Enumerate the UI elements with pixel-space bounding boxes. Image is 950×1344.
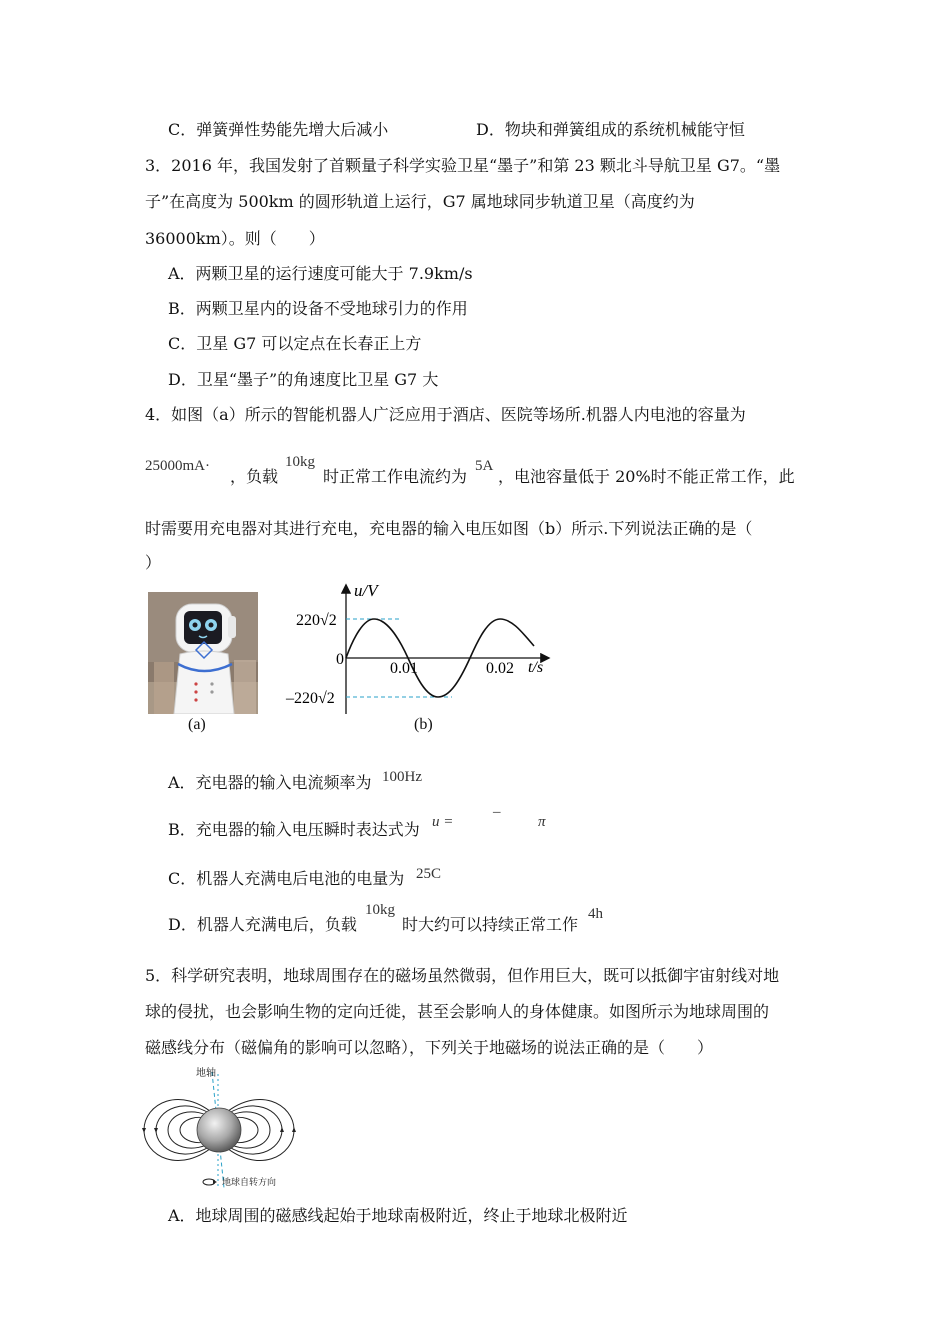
origin-label: 0 <box>336 651 344 668</box>
x-axis-label: t/s <box>528 659 544 676</box>
y-max-label: 220√2 <box>296 612 337 629</box>
q4-stem-line1: 4．如图（a）所示的智能机器人广泛应用于酒店、医院等场所.机器人内电池的容量为 <box>145 405 746 424</box>
q4-option-b-fraction-bar: – <box>493 804 501 820</box>
q4-option-d-value: 4h <box>588 906 603 922</box>
q4-stem-line2-rest: ，电池容量低于 20%时不能正常工作，此 <box>498 467 795 486</box>
q3-option-a: A．两颗卫星的运行速度可能大于 7.9km/s <box>168 264 473 283</box>
q4-load-prefix: ，负载 <box>230 467 279 486</box>
q4-stem-line4: ） <box>145 553 162 572</box>
x-tick-0-02: 0.02 <box>486 660 514 677</box>
q4-option-b-u: u = <box>432 814 454 830</box>
q4-option-a: A．充电器的输入电流频率为 <box>168 773 372 792</box>
figure-b-label: (b) <box>414 716 433 733</box>
q4-option-b-pi: π <box>538 814 546 830</box>
q4-option-c-value: 25C <box>416 866 442 882</box>
q4-mass: 10kg <box>285 454 315 470</box>
q4-option-d-middle: 时大约可以持续正常工作 <box>402 915 579 934</box>
q4-capacity: 25000mA· <box>145 458 210 474</box>
q2-option-c: C．弹簧弹性势能先增大后减小 <box>168 120 389 139</box>
q4-option-a-value: 100Hz <box>382 769 422 785</box>
y-min-label: –220√2 <box>286 690 335 707</box>
q4-option-d: D．机器人充满电后，负载 <box>168 915 357 934</box>
q3-option-d: D．卫星“墨子”的角速度比卫星 G7 大 <box>168 370 439 389</box>
figure-a-label: (a) <box>188 716 206 733</box>
y-axis-label: u/V <box>354 581 378 600</box>
q4-option-b: B．充电器的输入电压瞬时表达式为 <box>168 820 420 839</box>
earth-magnetic-field-diagram <box>140 1064 300 1192</box>
earth-rotation-label: 地球自转方向 <box>222 1177 277 1187</box>
q5-stem-line2: 球的侵扰，也会影响生物的定向迁徙，甚至会影响人的身体健康。如图所示为地球周围的 <box>145 1002 770 1021</box>
x-tick-0-01: 0.01 <box>390 660 418 677</box>
q3-stem-line2: 子”在高度为 500km 的圆形轨道上运行，G7 属地球同步轨道卫星（高度约为 <box>145 192 695 211</box>
q3-stem-line1: 3．2016 年，我国发射了首颗量子科学实验卫星“墨子”和第 23 颗北斗导航卫星 G7。“墨 <box>145 156 781 175</box>
q4-stem-line3: 时需要用充电器对其进行充电，充电器的输入电压如图（b）所示.下列说法正确的是（ <box>145 519 753 538</box>
q5-stem-line1: 5．科学研究表明，地球周围存在的磁场虽然微弱，但作用巨大，既可以抵御宇宙射线对地 <box>145 966 780 985</box>
q5-stem-line3: 磁感线分布（磁偏角的影响可以忽略），下列关于地磁场的说法正确的是（ ） <box>145 1038 714 1057</box>
q4-current-prefix: 时正常工作电流约为 <box>323 467 468 486</box>
q5-option-a: A．地球周围的磁感线起始于地球南极附近，终止于地球北极附近 <box>168 1206 628 1225</box>
q3-option-b: B．两颗卫星内的设备不受地球引力的作用 <box>168 299 468 318</box>
earth-sphere <box>197 1108 241 1152</box>
q3-option-c: C．卫星 G7 可以定点在长春正上方 <box>168 334 422 353</box>
q3-stem-line3: 36000km）。则（ ） <box>145 229 325 248</box>
q4-current: 5A <box>475 458 494 474</box>
voltage-graph <box>282 580 562 720</box>
q4-option-d-mass: 10kg <box>365 902 395 918</box>
q2-option-d: D．物块和弹簧组成的系统机械能守恒 <box>476 120 745 139</box>
q4-option-c: C．机器人充满电后电池的电量为 <box>168 869 405 888</box>
earth-axis-label: 地轴 <box>196 1068 216 1079</box>
robot-photo <box>148 592 258 714</box>
